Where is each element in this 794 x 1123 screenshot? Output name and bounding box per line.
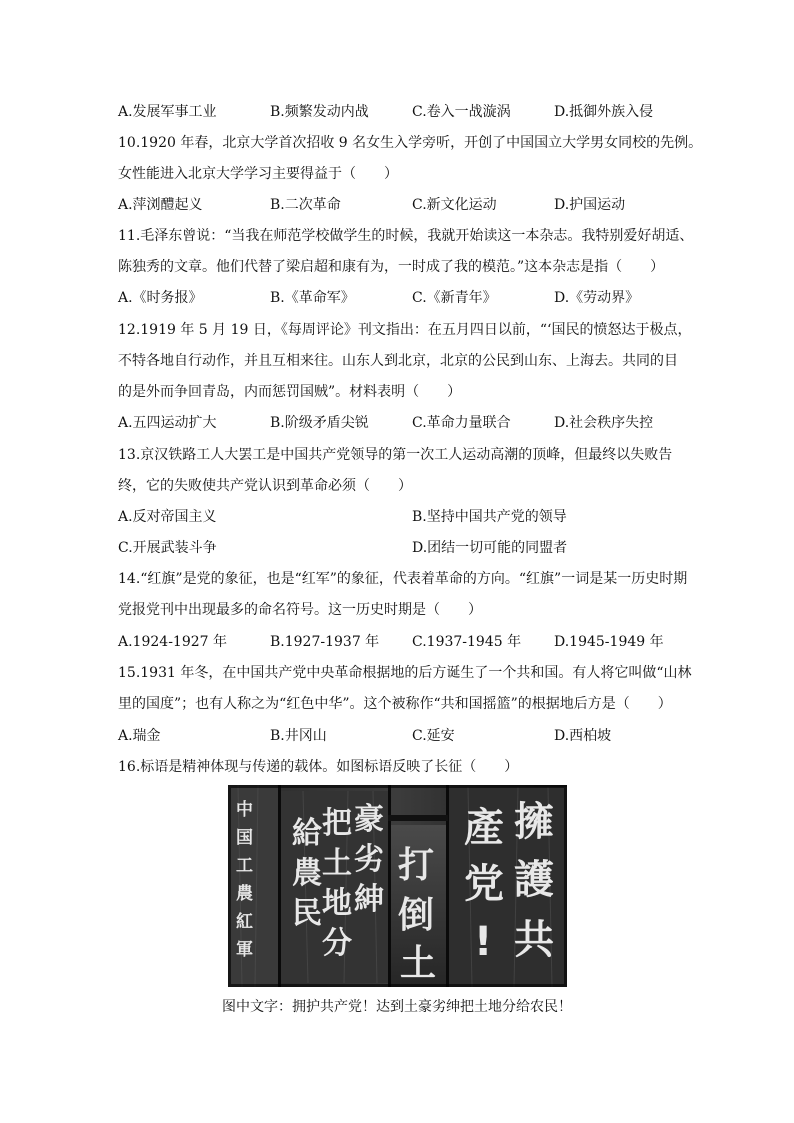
q10-option-b[interactable]: B.二次革命 xyxy=(270,197,341,213)
q12-option-a[interactable]: A.五四运动扩大 xyxy=(118,415,217,431)
q12-stem-line1: 12.1919 年 5 月 19 日，《每周评论》刊文指出：在五月四日以前，“‘国民的愤怒达于极点， xyxy=(118,322,692,338)
q12-stem-line2: 不特各地自行动作，并且互相来往。山东人到北京，北京的公民到山东、上海去。共同的目 xyxy=(118,353,678,369)
q15-option-c[interactable]: C.延安 xyxy=(412,728,455,744)
q11-option-b[interactable]: B.《革命军》 xyxy=(270,290,355,306)
q13-option-b[interactable]: B.坚持中国共产党的领导 xyxy=(412,509,567,525)
slogan-char: 土 xyxy=(322,846,352,881)
q10-stem-line2: 女性能进入北京大学学习主要得益于（ ） xyxy=(118,166,398,182)
q10-option-a[interactable]: A.萍浏醴起义 xyxy=(118,197,203,213)
q15-option-d[interactable]: D.西柏坡 xyxy=(554,728,612,744)
slogan-char: 国 xyxy=(236,828,253,848)
slogan-char: 地 xyxy=(322,886,352,921)
q13-option-c[interactable]: C.开展武装斗争 xyxy=(118,540,217,556)
slogan-photo-art xyxy=(228,785,567,987)
slogan-char: 產 xyxy=(464,805,504,851)
q14-option-c[interactable]: C.1937-1945 年 xyxy=(412,634,522,650)
q15-option-a[interactable]: A.瑞金 xyxy=(118,728,161,744)
slogan-char: 中 xyxy=(236,800,253,820)
q13-stem-line1: 13.京汉铁路工人大罢工是中国共产党领导的第一次工人运动高潮的顶峰，但最终以失败告 xyxy=(118,447,673,463)
q11-stem-line2: 陈独秀的文章。他们代替了梁启超和康有为，一时成了我的模范。”这本杂志是指（ ） xyxy=(118,259,665,275)
slogan-char: 分 xyxy=(322,926,352,961)
slogan-char: 共 xyxy=(514,917,554,963)
q14-stem-line2: 党报党刊中出现最多的命名符号。这一历史时期是（ ） xyxy=(118,602,482,618)
q16-stem-line1: 16.标语是精神体现与传递的载体。如图标语反映了长征（ ） xyxy=(118,759,519,775)
q14-option-b[interactable]: B.1927-1937 年 xyxy=(270,634,380,650)
slogan-char: 紅 xyxy=(236,912,253,932)
q12-option-c[interactable]: C.革命力量联合 xyxy=(412,415,511,431)
q15-option-b[interactable]: B.井冈山 xyxy=(270,728,327,744)
q15-stem-line2: 里的国度”；也有人称之为“红色中华”。这个被称作“共和国摇篮”的根据地后方是（ ） xyxy=(118,696,672,712)
q12-stem-line3: 的是外而争回青岛，内而惩罚国贼”。材料表明（ ） xyxy=(118,384,462,400)
q14-option-d[interactable]: D.1945-1949 年 xyxy=(554,634,664,650)
q11-option-a[interactable]: A.《时务报》 xyxy=(118,290,203,306)
q9-option-a[interactable]: A.发展军事工业 xyxy=(118,104,217,120)
q13-stem-line2: 终，它的失败使共产党认识到革命必须（ ） xyxy=(118,478,412,494)
slogan-char: 護 xyxy=(514,857,554,903)
q13-option-d[interactable]: D.团结一切可能的同盟者 xyxy=(412,540,568,556)
q9-option-b[interactable]: B.频繁发动内战 xyxy=(270,104,369,120)
q15-stem-line1: 15.1931 年冬，在中国共产党中央革命根据地的后方诞生了一个共和国。有人将它叫做“山林 xyxy=(118,665,692,681)
q9-option-d[interactable]: D.抵御外族入侵 xyxy=(554,104,654,120)
q10-option-c[interactable]: C.新文化运动 xyxy=(412,197,497,213)
slogan-char: 紳 xyxy=(354,882,384,917)
q13-option-a[interactable]: A.反对帝国主义 xyxy=(118,509,217,525)
slogan-char: 農 xyxy=(236,884,253,904)
q12-option-b[interactable]: B.阶级矛盾尖锐 xyxy=(270,415,369,431)
slogan-char: 豪 xyxy=(354,802,384,837)
q10-option-d[interactable]: D.护国运动 xyxy=(554,197,626,213)
slogan-char: 工 xyxy=(236,856,253,876)
q12-option-d[interactable]: D.社会秩序失控 xyxy=(554,415,654,431)
slogan-photo xyxy=(228,785,567,987)
q11-option-c[interactable]: C.《新青年》 xyxy=(412,290,497,306)
slogan-char: 党 xyxy=(464,861,504,907)
slogan-char: 倒 xyxy=(398,895,435,936)
q14-option-a[interactable]: A.1924-1927 年 xyxy=(118,634,227,650)
q10-stem-line1: 10.1920 年春，北京大学首次招收 9 名女生入学旁听，开创了中国国立大学男女同校的先例。 xyxy=(118,135,703,151)
slogan-char: 擁 xyxy=(514,799,554,845)
slogan-char: 打 xyxy=(398,845,435,886)
slogan-char: 農 xyxy=(292,856,322,891)
photo-caption: 图中文字：拥护共产党！达到土豪劣绅把土地分给农民！ xyxy=(222,999,572,1015)
q11-option-d[interactable]: D.《劳动界》 xyxy=(554,290,640,306)
slogan-char: 給 xyxy=(292,816,322,851)
q9-option-c[interactable]: C.卷入一战漩涡 xyxy=(412,104,511,120)
q14-stem-line1: 14.“红旗”是党的象征，也是“红军”的象征，代表着革命的方向。“红旗”一词是某一历史时期 xyxy=(118,571,688,587)
slogan-char: 土 xyxy=(400,943,437,984)
slogan-char: 民 xyxy=(292,896,322,931)
slogan-char: ! xyxy=(474,919,493,965)
q11-stem-line1: 11.毛泽东曾说：“当我在师范学校做学生的时候，我就开始读这一本杂志。我特别爱好胡适、 xyxy=(118,228,694,244)
slogan-char: 軍 xyxy=(236,940,253,960)
slogan-char: 劣 xyxy=(354,842,384,877)
slogan-char: 把 xyxy=(322,806,352,841)
